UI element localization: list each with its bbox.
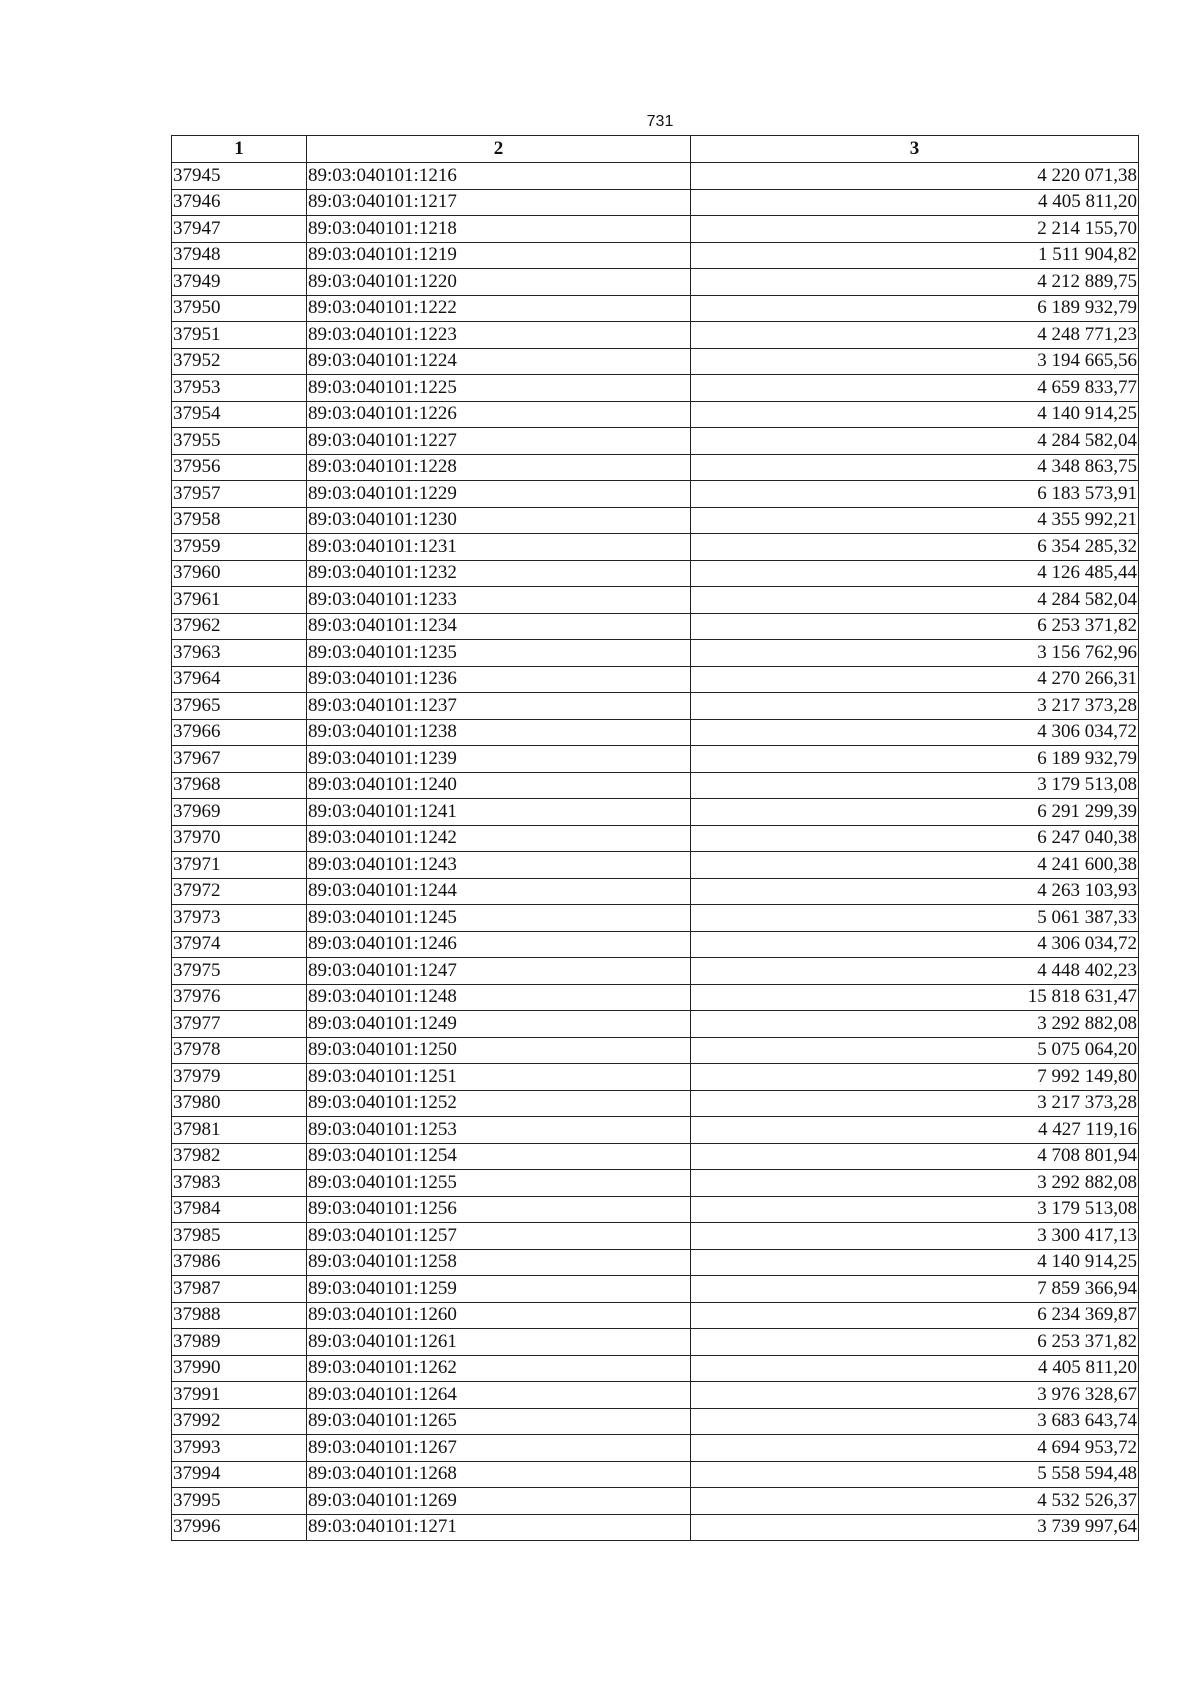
value-cell: 3 739 997,64 [691, 1514, 1139, 1541]
table-row [172, 1488, 1139, 1515]
cadastral-number-cell: 89:03:040101:1222 [307, 295, 691, 322]
table-row [172, 852, 1139, 879]
value-cell: 6 354 285,32 [691, 534, 1139, 561]
table-header [172, 136, 1139, 163]
table-row [172, 1461, 1139, 1488]
cadastral-number-cell: 89:03:040101:1248 [307, 984, 691, 1011]
table-row [172, 1196, 1139, 1223]
table-row [172, 613, 1139, 640]
table-row [172, 931, 1139, 958]
table-row [172, 348, 1139, 375]
value-cell: 4 284 582,04 [691, 428, 1139, 455]
cadastral-number-cell: 89:03:040101:1230 [307, 507, 691, 534]
row-number-cell: 37954 [172, 401, 307, 428]
row-number-cell: 37982 [172, 1143, 307, 1170]
cadastral-number-cell: 89:03:040101:1255 [307, 1170, 691, 1197]
table-row [172, 1276, 1139, 1303]
row-number-cell: 37962 [172, 613, 307, 640]
table-row [172, 534, 1139, 561]
table-row [172, 428, 1139, 455]
value-cell: 3 217 373,28 [691, 693, 1139, 720]
table-row [172, 1037, 1139, 1064]
value-cell: 4 405 811,20 [691, 1355, 1139, 1382]
row-number-cell: 37991 [172, 1382, 307, 1409]
value-cell: 4 427 119,16 [691, 1117, 1139, 1144]
row-number-cell: 37981 [172, 1117, 307, 1144]
row-number-cell: 37957 [172, 481, 307, 508]
cadastral-number-cell: 89:03:040101:1268 [307, 1461, 691, 1488]
row-number-cell: 37989 [172, 1329, 307, 1356]
table-row [172, 640, 1139, 667]
table-row [172, 1302, 1139, 1329]
value-cell: 4 220 071,38 [691, 163, 1139, 190]
table-row [172, 1249, 1139, 1276]
table-body [172, 163, 1139, 1541]
cadastral-number-cell: 89:03:040101:1237 [307, 693, 691, 720]
row-number-cell: 37995 [172, 1488, 307, 1515]
value-cell: 4 659 833,77 [691, 375, 1139, 402]
table-row [172, 375, 1139, 402]
row-number-cell: 37987 [172, 1276, 307, 1303]
table-row [172, 1514, 1139, 1541]
cadastral-number-cell: 89:03:040101:1231 [307, 534, 691, 561]
table-row [172, 1329, 1139, 1356]
row-number-cell: 37960 [172, 560, 307, 587]
value-cell: 3 194 665,56 [691, 348, 1139, 375]
cadastral-number-cell: 89:03:040101:1252 [307, 1090, 691, 1117]
table-row [172, 587, 1139, 614]
value-cell: 3 292 882,08 [691, 1170, 1139, 1197]
cadastral-number-cell: 89:03:040101:1256 [307, 1196, 691, 1223]
cadastral-number-cell: 89:03:040101:1224 [307, 348, 691, 375]
value-cell: 5 061 387,33 [691, 905, 1139, 932]
value-cell: 4 126 485,44 [691, 560, 1139, 587]
cadastral-number-cell: 89:03:040101:1253 [307, 1117, 691, 1144]
cadastral-number-cell: 89:03:040101:1220 [307, 269, 691, 296]
value-cell: 6 234 369,87 [691, 1302, 1139, 1329]
value-cell: 6 247 040,38 [691, 825, 1139, 852]
row-number-cell: 37996 [172, 1514, 307, 1541]
cadastral-number-cell: 89:03:040101:1267 [307, 1435, 691, 1462]
value-cell: 5 075 064,20 [691, 1037, 1139, 1064]
table-row [172, 1170, 1139, 1197]
row-number-cell: 37977 [172, 1011, 307, 1038]
table-row [172, 454, 1139, 481]
value-cell: 4 532 526,37 [691, 1488, 1139, 1515]
row-number-cell: 37949 [172, 269, 307, 296]
cadastral-number-cell: 89:03:040101:1259 [307, 1276, 691, 1303]
value-cell: 3 683 643,74 [691, 1408, 1139, 1435]
value-cell: 3 976 328,67 [691, 1382, 1139, 1409]
table-row [172, 825, 1139, 852]
value-cell: 6 183 573,91 [691, 481, 1139, 508]
cadastral-number-cell: 89:03:040101:1216 [307, 163, 691, 190]
row-number-cell: 37970 [172, 825, 307, 852]
table-row [172, 163, 1139, 190]
table-row [172, 560, 1139, 587]
table-row [172, 1435, 1139, 1462]
row-number-cell: 37967 [172, 746, 307, 773]
value-cell: 7 992 149,80 [691, 1064, 1139, 1091]
table-row [172, 1355, 1139, 1382]
cadastral-number-cell: 89:03:040101:1271 [307, 1514, 691, 1541]
cadastral-number-cell: 89:03:040101:1243 [307, 852, 691, 879]
row-number-cell: 37958 [172, 507, 307, 534]
row-number-cell: 37947 [172, 216, 307, 243]
cadastral-number-cell: 89:03:040101:1238 [307, 719, 691, 746]
row-number-cell: 37945 [172, 163, 307, 190]
cadastral-number-cell: 89:03:040101:1236 [307, 666, 691, 693]
cadastral-number-cell: 89:03:040101:1249 [307, 1011, 691, 1038]
value-cell: 3 300 417,13 [691, 1223, 1139, 1250]
value-cell: 6 253 371,82 [691, 613, 1139, 640]
row-number-cell: 37988 [172, 1302, 307, 1329]
row-number-cell: 37966 [172, 719, 307, 746]
row-number-cell: 37968 [172, 772, 307, 799]
table-row [172, 269, 1139, 296]
table-row [172, 958, 1139, 985]
value-cell: 2 214 155,70 [691, 216, 1139, 243]
row-number-cell: 37965 [172, 693, 307, 720]
row-number-cell: 37984 [172, 1196, 307, 1223]
row-number-cell: 37969 [172, 799, 307, 826]
table-row [172, 772, 1139, 799]
cadastral-number-cell: 89:03:040101:1246 [307, 931, 691, 958]
table-row [172, 481, 1139, 508]
row-number-cell: 37990 [172, 1355, 307, 1382]
cadastral-number-cell: 89:03:040101:1241 [307, 799, 691, 826]
value-cell: 4 284 582,04 [691, 587, 1139, 614]
row-number-cell: 37983 [172, 1170, 307, 1197]
value-cell: 4 212 889,75 [691, 269, 1139, 296]
cadastral-number-cell: 89:03:040101:1245 [307, 905, 691, 932]
value-cell: 4 405 811,20 [691, 189, 1139, 216]
table-row [172, 1408, 1139, 1435]
cadastral-number-cell: 89:03:040101:1254 [307, 1143, 691, 1170]
row-number-cell: 37963 [172, 640, 307, 667]
table-row [172, 984, 1139, 1011]
cadastral-number-cell: 89:03:040101:1261 [307, 1329, 691, 1356]
row-number-cell: 37992 [172, 1408, 307, 1435]
column-header-3: 3 [691, 136, 1139, 163]
row-number-cell: 37961 [172, 587, 307, 614]
cadastral-number-cell: 89:03:040101:1240 [307, 772, 691, 799]
cadastral-number-cell: 89:03:040101:1229 [307, 481, 691, 508]
cadastral-number-cell: 89:03:040101:1223 [307, 322, 691, 349]
value-cell: 4 140 914,25 [691, 401, 1139, 428]
row-number-cell: 37993 [172, 1435, 307, 1462]
row-number-cell: 37952 [172, 348, 307, 375]
table-row [172, 1143, 1139, 1170]
row-number-cell: 37986 [172, 1249, 307, 1276]
table-row [172, 1090, 1139, 1117]
cadastral-number-cell: 89:03:040101:1262 [307, 1355, 691, 1382]
row-number-cell: 37980 [172, 1090, 307, 1117]
value-cell: 1 511 904,82 [691, 242, 1139, 269]
value-cell: 3 179 513,08 [691, 1196, 1139, 1223]
table-row [172, 693, 1139, 720]
table-row [172, 295, 1139, 322]
value-cell: 6 189 932,79 [691, 295, 1139, 322]
row-number-cell: 37959 [172, 534, 307, 561]
table-row [172, 1382, 1139, 1409]
value-cell: 4 306 034,72 [691, 931, 1139, 958]
value-cell: 4 448 402,23 [691, 958, 1139, 985]
value-cell: 6 253 371,82 [691, 1329, 1139, 1356]
table-row [172, 242, 1139, 269]
value-cell: 6 291 299,39 [691, 799, 1139, 826]
cadastral-number-cell: 89:03:040101:1232 [307, 560, 691, 587]
value-cell: 4 263 103,93 [691, 878, 1139, 905]
table-row [172, 719, 1139, 746]
row-number-cell: 37955 [172, 428, 307, 455]
cadastral-number-cell: 89:03:040101:1235 [307, 640, 691, 667]
value-cell: 3 156 762,96 [691, 640, 1139, 667]
row-number-cell: 37985 [172, 1223, 307, 1250]
row-number-cell: 37953 [172, 375, 307, 402]
cadastral-number-cell: 89:03:040101:1251 [307, 1064, 691, 1091]
table-row [172, 322, 1139, 349]
value-cell: 7 859 366,94 [691, 1276, 1139, 1303]
value-cell: 4 306 034,72 [691, 719, 1139, 746]
cadastral-number-cell: 89:03:040101:1265 [307, 1408, 691, 1435]
column-header-1: 1 [172, 136, 307, 163]
value-cell: 4 355 992,21 [691, 507, 1139, 534]
table-row [172, 507, 1139, 534]
cadastral-number-cell: 89:03:040101:1234 [307, 613, 691, 640]
row-number-cell: 37948 [172, 242, 307, 269]
value-cell: 4 270 266,31 [691, 666, 1139, 693]
table-row [172, 1064, 1139, 1091]
value-cell: 3 179 513,08 [691, 772, 1139, 799]
cadastral-number-cell: 89:03:040101:1257 [307, 1223, 691, 1250]
row-number-cell: 37979 [172, 1064, 307, 1091]
cadastral-number-cell: 89:03:040101:1218 [307, 216, 691, 243]
value-cell: 4 140 914,25 [691, 1249, 1139, 1276]
page-number: 731 [646, 113, 674, 130]
cadastral-number-cell: 89:03:040101:1217 [307, 189, 691, 216]
row-number-cell: 37976 [172, 984, 307, 1011]
cadastral-number-cell: 89:03:040101:1260 [307, 1302, 691, 1329]
cadastral-number-cell: 89:03:040101:1269 [307, 1488, 691, 1515]
cadastral-number-cell: 89:03:040101:1247 [307, 958, 691, 985]
value-cell: 4 694 953,72 [691, 1435, 1139, 1462]
row-number-cell: 37972 [172, 878, 307, 905]
row-number-cell: 37973 [172, 905, 307, 932]
cadastral-number-cell: 89:03:040101:1244 [307, 878, 691, 905]
row-number-cell: 37950 [172, 295, 307, 322]
row-number-cell: 37964 [172, 666, 307, 693]
cadastral-number-cell: 89:03:040101:1233 [307, 587, 691, 614]
register-table [171, 135, 1139, 1541]
row-number-cell: 37951 [172, 322, 307, 349]
table-row [172, 1223, 1139, 1250]
cadastral-number-cell: 89:03:040101:1242 [307, 825, 691, 852]
value-cell: 5 558 594,48 [691, 1461, 1139, 1488]
row-number-cell: 37946 [172, 189, 307, 216]
value-cell: 3 217 373,28 [691, 1090, 1139, 1117]
cadastral-number-cell: 89:03:040101:1250 [307, 1037, 691, 1064]
cadastral-number-cell: 89:03:040101:1219 [307, 242, 691, 269]
value-cell: 4 241 600,38 [691, 852, 1139, 879]
table-row [172, 216, 1139, 243]
table-row [172, 905, 1139, 932]
cadastral-number-cell: 89:03:040101:1264 [307, 1382, 691, 1409]
value-cell: 4 348 863,75 [691, 454, 1139, 481]
table-row [172, 878, 1139, 905]
table-row [172, 189, 1139, 216]
row-number-cell: 37975 [172, 958, 307, 985]
cadastral-number-cell: 89:03:040101:1239 [307, 746, 691, 773]
table-row [172, 746, 1139, 773]
value-cell: 4 708 801,94 [691, 1143, 1139, 1170]
cadastral-number-cell: 89:03:040101:1227 [307, 428, 691, 455]
table-row [172, 799, 1139, 826]
row-number-cell: 37978 [172, 1037, 307, 1064]
column-header-2: 2 [307, 136, 691, 163]
cadastral-number-cell: 89:03:040101:1226 [307, 401, 691, 428]
table-row [172, 1117, 1139, 1144]
row-number-cell: 37956 [172, 454, 307, 481]
header-row [172, 136, 1139, 163]
cadastral-number-cell: 89:03:040101:1225 [307, 375, 691, 402]
table-row [172, 666, 1139, 693]
row-number-cell: 37994 [172, 1461, 307, 1488]
table-row [172, 401, 1139, 428]
table-row [172, 1011, 1139, 1038]
value-cell: 3 292 882,08 [691, 1011, 1139, 1038]
value-cell: 4 248 771,23 [691, 322, 1139, 349]
value-cell: 6 189 932,79 [691, 746, 1139, 773]
cadastral-number-cell: 89:03:040101:1228 [307, 454, 691, 481]
value-cell: 15 818 631,47 [691, 984, 1139, 1011]
cadastral-number-cell: 89:03:040101:1258 [307, 1249, 691, 1276]
row-number-cell: 37971 [172, 852, 307, 879]
row-number-cell: 37974 [172, 931, 307, 958]
